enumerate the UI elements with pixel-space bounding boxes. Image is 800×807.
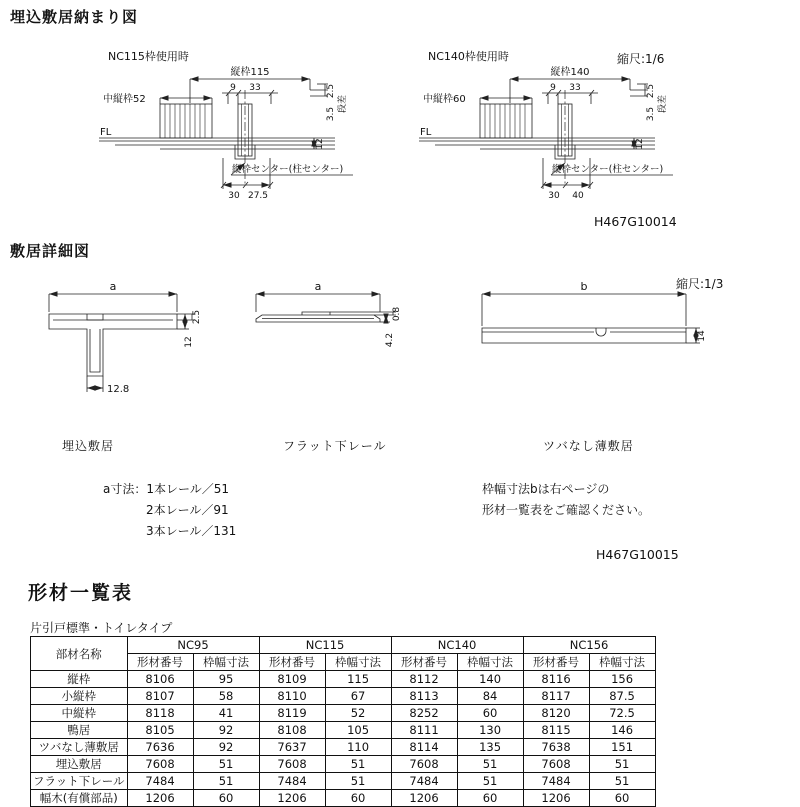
- value-cell: 7484: [127, 773, 193, 790]
- col-header-frame-width: 枠幅寸法: [457, 654, 523, 671]
- mid-frame-dimension: [160, 98, 212, 104]
- value-cell: 130: [457, 722, 523, 739]
- dim-33: 33: [249, 83, 261, 93]
- value-cell: 8120: [523, 705, 589, 722]
- value-cell: 115: [325, 671, 391, 688]
- floor-sill-lines: [419, 138, 655, 149]
- value-cell: 51: [325, 756, 391, 773]
- dim-bottom-right: 40: [572, 191, 584, 201]
- value-cell: 7608: [391, 756, 457, 773]
- value-cell: 60: [589, 790, 655, 807]
- value-cell: 51: [589, 773, 655, 790]
- step-label: 段差: [338, 94, 348, 114]
- value-cell: 8112: [391, 671, 457, 688]
- part-name-cell: 埋込敷居: [31, 756, 128, 773]
- table-group-header-row: [31, 637, 656, 654]
- dim-frame-width: 縦枠140: [550, 67, 590, 78]
- value-cell: 146: [589, 722, 655, 739]
- value-cell: 8118: [127, 705, 193, 722]
- a-note-line3: 3本レール／131: [146, 524, 237, 538]
- value-cell: 8114: [391, 739, 457, 756]
- value-cell: 7636: [127, 739, 193, 756]
- thin-sill-profile-drawing: [470, 278, 718, 378]
- dim-channel-width: 12.8: [107, 384, 130, 395]
- value-cell: 72.5: [589, 705, 655, 722]
- width-dimension: [49, 294, 177, 312]
- section2-scale-label: 縮尺:1/3: [676, 277, 724, 291]
- col-group-nc95: NC95: [127, 637, 259, 654]
- dim-step-lower: 3.5: [326, 106, 336, 122]
- width-dimension: [482, 294, 686, 326]
- fl-label: FL: [100, 127, 112, 138]
- dim-step-upper: 2.5: [326, 83, 336, 99]
- center-callout-text: 縦枠センター(柱センター): [552, 164, 664, 175]
- value-cell: 7608: [259, 756, 325, 773]
- value-cell: 51: [589, 756, 655, 773]
- col-header-frame-width: 枠幅寸法: [325, 654, 391, 671]
- part-name-cell: 鴨居: [31, 722, 128, 739]
- profile-label-embedded-sill: 埋込敷居: [62, 439, 115, 453]
- dim-depth: 12: [184, 336, 194, 348]
- value-cell: 140: [457, 671, 523, 688]
- value-cell: 60: [457, 790, 523, 807]
- dim-step-lower: 3.5: [646, 106, 656, 122]
- value-cell: 41: [193, 705, 259, 722]
- value-cell: 67: [325, 688, 391, 705]
- value-cell: 60: [457, 705, 523, 722]
- dim-b: b: [580, 280, 588, 293]
- value-cell: 8109: [259, 671, 325, 688]
- value-cell: 8105: [127, 722, 193, 739]
- col-header-part-number: 形材番号: [523, 654, 589, 671]
- left-post: [160, 104, 212, 138]
- profile-shape: [482, 328, 686, 343]
- value-cell: 8252: [391, 705, 457, 722]
- value-cell: 1206: [523, 790, 589, 807]
- mid-frame-dimension: [480, 98, 532, 104]
- part-name-cell: 縦枠: [31, 671, 128, 688]
- value-cell: 84: [457, 688, 523, 705]
- diagram-title: NC140枠使用時: [428, 50, 509, 63]
- col-group-nc156: NC156: [523, 637, 655, 654]
- table-row: [31, 671, 656, 688]
- value-cell: 60: [193, 790, 259, 807]
- b-dimension-note: [482, 479, 650, 521]
- dim-step: 2.5: [192, 309, 202, 325]
- diagram-title: NC115枠使用時: [108, 50, 189, 63]
- table-subtitle: 片引戸標準・トイレタイプ: [30, 621, 173, 635]
- embedded-sill-profile-drawing: [35, 278, 213, 408]
- value-cell: 8106: [127, 671, 193, 688]
- dim-depth: 12: [315, 138, 325, 150]
- b-note-line1: 枠幅寸法bは右ページの: [482, 482, 610, 496]
- col-group-nc115: NC115: [259, 637, 391, 654]
- dim-thickness: 14: [697, 330, 707, 342]
- channel-dimension: [87, 376, 103, 392]
- table-row: [31, 790, 656, 807]
- value-cell: 156: [589, 671, 655, 688]
- value-cell: 8110: [259, 688, 325, 705]
- col-header-part-number: 形材番号: [259, 654, 325, 671]
- value-cell: 8111: [391, 722, 457, 739]
- dim-rail-height: 0.8: [392, 306, 402, 322]
- value-cell: 1206: [127, 790, 193, 807]
- col-header-part-number: 形材番号: [391, 654, 457, 671]
- value-cell: 8116: [523, 671, 589, 688]
- floor-sill-lines: [99, 138, 335, 149]
- section1-scale-label: 縮尺:1/6: [617, 52, 665, 66]
- value-cell: 1206: [391, 790, 457, 807]
- value-cell: 87.5: [589, 688, 655, 705]
- right-dimensions: [330, 312, 396, 322]
- part-name-cell: 中縦枠: [31, 705, 128, 722]
- value-cell: 8115: [523, 722, 589, 739]
- value-cell: 51: [457, 773, 523, 790]
- part-name-cell: ツバなし薄敷居: [31, 739, 128, 756]
- value-cell: 7608: [523, 756, 589, 773]
- value-cell: 8108: [259, 722, 325, 739]
- value-cell: 105: [325, 722, 391, 739]
- dim-depth: 12: [635, 138, 645, 150]
- dim-step-upper: 2.5: [646, 83, 656, 99]
- dim-9: 9: [550, 83, 556, 93]
- width-dimension: [256, 294, 380, 312]
- b-note-line2: 形材一覧表をご確認ください。: [482, 503, 651, 517]
- table-row: [31, 705, 656, 722]
- sill-installation-diagram-nc115: [95, 46, 407, 221]
- value-cell: 8113: [391, 688, 457, 705]
- col-header-frame-width: 枠幅寸法: [193, 654, 259, 671]
- dim-bottom-left: 30: [548, 191, 560, 201]
- col-header-part-name: 部材名称: [31, 637, 128, 671]
- step-label: 段差: [658, 94, 668, 114]
- dim-total-height: 4.2: [385, 332, 395, 348]
- value-cell: 7484: [391, 773, 457, 790]
- value-cell: 135: [457, 739, 523, 756]
- dim-mid-frame: 中縦枠60: [423, 94, 466, 105]
- section3-heading: 形材一覧表: [28, 582, 134, 604]
- profile-shape: [256, 312, 380, 322]
- dim-33: 33: [569, 83, 581, 93]
- value-cell: 51: [457, 756, 523, 773]
- value-cell: 7637: [259, 739, 325, 756]
- value-cell: 52: [325, 705, 391, 722]
- value-cell: 51: [193, 773, 259, 790]
- materials-table-body: [31, 671, 656, 807]
- part-name-cell: 小縦枠: [31, 688, 128, 705]
- dim-bottom-left: 30: [228, 191, 240, 201]
- col-group-nc140: NC140: [391, 637, 523, 654]
- materials-table: [30, 636, 656, 807]
- value-cell: 58: [193, 688, 259, 705]
- fl-label: FL: [420, 127, 432, 138]
- part-name-cell: フラット下レール: [31, 773, 128, 790]
- value-cell: 151: [589, 739, 655, 756]
- sill-installation-diagram-nc140: [415, 46, 727, 221]
- value-cell: 8117: [523, 688, 589, 705]
- value-cell: 95: [193, 671, 259, 688]
- value-cell: 7638: [523, 739, 589, 756]
- profile-label-thin-sill: ツバなし薄敷居: [543, 439, 634, 453]
- value-cell: 8107: [127, 688, 193, 705]
- dim-9: 9: [230, 83, 236, 93]
- dim-a: a: [109, 280, 117, 293]
- col-header-frame-width: 枠幅寸法: [589, 654, 655, 671]
- value-cell: 51: [325, 773, 391, 790]
- materials-table-wrap: [30, 636, 656, 807]
- profile-shape: [49, 314, 177, 376]
- value-cell: 51: [193, 756, 259, 773]
- value-cell: 92: [193, 722, 259, 739]
- table-row: [31, 722, 656, 739]
- table-row: [31, 739, 656, 756]
- table-row: [31, 756, 656, 773]
- section1-heading: 埋込敷居納まり図: [10, 8, 139, 26]
- section1-drawing-code: H467G10014: [594, 214, 677, 229]
- dim-mid-frame: 中縦枠52: [103, 94, 146, 105]
- a-dimension-note: [103, 479, 236, 542]
- profile-label-flat-rail: フラット下レール: [283, 439, 387, 453]
- table-row: [31, 773, 656, 790]
- dim-frame-width: 縦枠115: [230, 67, 270, 78]
- value-cell: 7484: [523, 773, 589, 790]
- part-name-cell: 幅木(有償部品): [31, 790, 128, 807]
- flat-rail-profile-drawing: [246, 278, 414, 378]
- value-cell: 60: [325, 790, 391, 807]
- value-cell: 8119: [259, 705, 325, 722]
- value-cell: 7484: [259, 773, 325, 790]
- left-post: [480, 104, 532, 138]
- section2-heading: 敷居詳細図: [10, 242, 91, 260]
- value-cell: 110: [325, 739, 391, 756]
- section2-drawing-code: H467G10015: [596, 547, 679, 562]
- table-row: [31, 688, 656, 705]
- center-callout-text: 縦枠センター(柱センター): [232, 164, 344, 175]
- col-header-part-number: 形材番号: [127, 654, 193, 671]
- a-note-line1: a寸法：1本レール／51: [103, 482, 230, 496]
- value-cell: 92: [193, 739, 259, 756]
- a-note-line2: 2本レール／91: [146, 503, 229, 517]
- value-cell: 7608: [127, 756, 193, 773]
- dim-bottom-right: 27.5: [247, 191, 269, 201]
- value-cell: 1206: [259, 790, 325, 807]
- dim-a: a: [314, 280, 322, 293]
